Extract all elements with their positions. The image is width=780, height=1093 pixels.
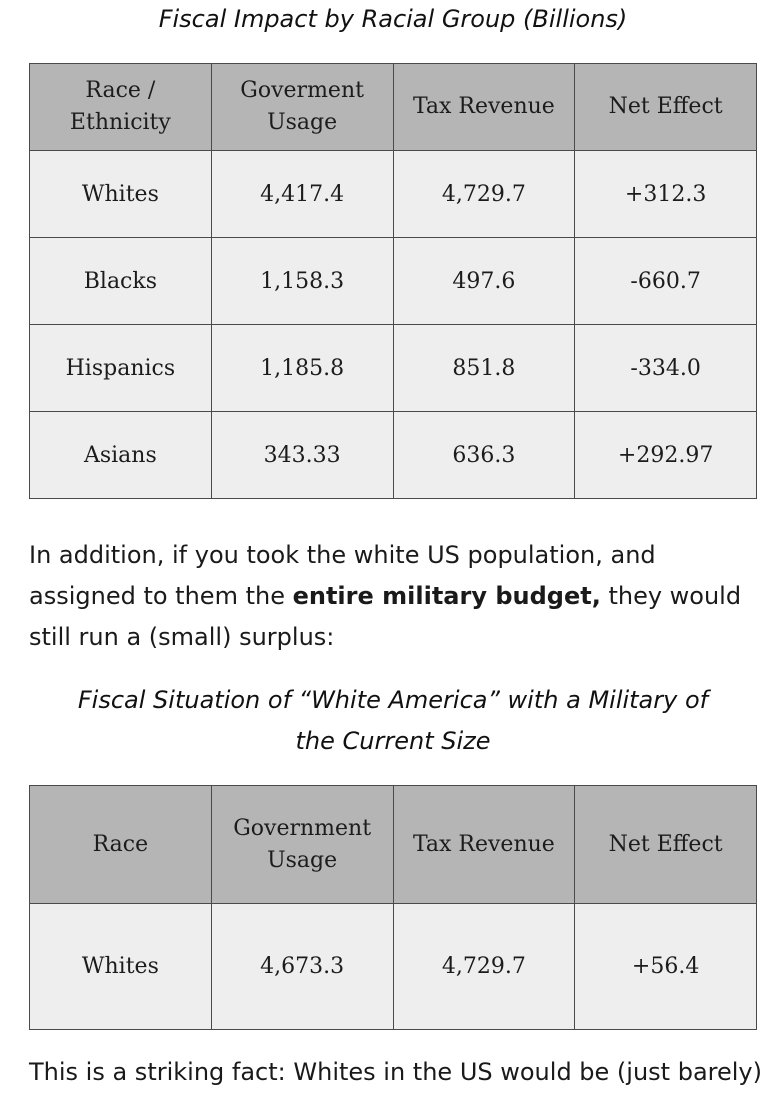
net-effect-cell: +292.97 [575,412,757,499]
government-usage-cell: 1,158.3 [211,238,393,325]
tax-revenue-cell: 636.3 [393,412,575,499]
table2-caption: Fiscal Situation of “White America” with a Military of the Current Size [77,686,709,755]
table-row [30,904,757,1030]
government-usage-cell: 343.33 [211,412,393,499]
government-usage-cell: 4,673.3 [211,904,393,1030]
table-row [30,412,757,499]
table-row [30,151,757,238]
column-header-tax-revenue: Tax Revenue [393,786,575,904]
tax-revenue-cell: 4,729.7 [393,904,575,1030]
race-cell: Whites [30,904,212,1030]
government-usage-cell: 1,185.8 [211,325,393,412]
government-usage-cell: 4,417.4 [211,151,393,238]
fiscal-impact-table [29,63,757,499]
column-header-race: Race [30,786,212,904]
column-header-net-effect: Net Effect [575,64,757,151]
net-effect-cell: +312.3 [575,151,757,238]
tax-revenue-cell: 497.6 [393,238,575,325]
body-paragraph [29,535,759,658]
column-header-tax-revenue: Tax Revenue [393,64,575,151]
paragraph-text-after: they would still run a (small) surplus: [29,582,742,651]
table-row [30,238,757,325]
tax-revenue-cell: 851.8 [393,325,575,412]
paragraph-bold-text: entire military budget, [292,582,601,610]
table-header-row [30,786,757,904]
race-cell: Asians [30,412,212,499]
column-header-race: Race / Ethnicity [30,64,212,151]
table-row [30,325,757,412]
net-effect-cell: -334.0 [575,325,757,412]
white-america-fiscal-table [29,785,757,1030]
column-header-government-usage: Goverment Usage [211,64,393,151]
net-effect-cell: +56.4 [575,904,757,1030]
tax-revenue-cell: 4,729.7 [393,151,575,238]
column-header-government-usage: Government Usage [211,786,393,904]
column-header-net-effect: Net Effect [575,786,757,904]
race-cell: Blacks [30,238,212,325]
paragraph-text-before: In addition, if you took the white US population, and assigned to them the [29,541,656,610]
net-effect-cell: -660.7 [575,238,757,325]
race-cell: Hispanics [30,325,212,412]
cutoff-paragraph: This is a striking fact: Whites in the US would be (just barely) [29,1058,762,1086]
race-cell: Whites [30,151,212,238]
table1-caption: Fiscal Impact by Racial Group (Billions) [158,5,628,33]
table-header-row [30,64,757,151]
